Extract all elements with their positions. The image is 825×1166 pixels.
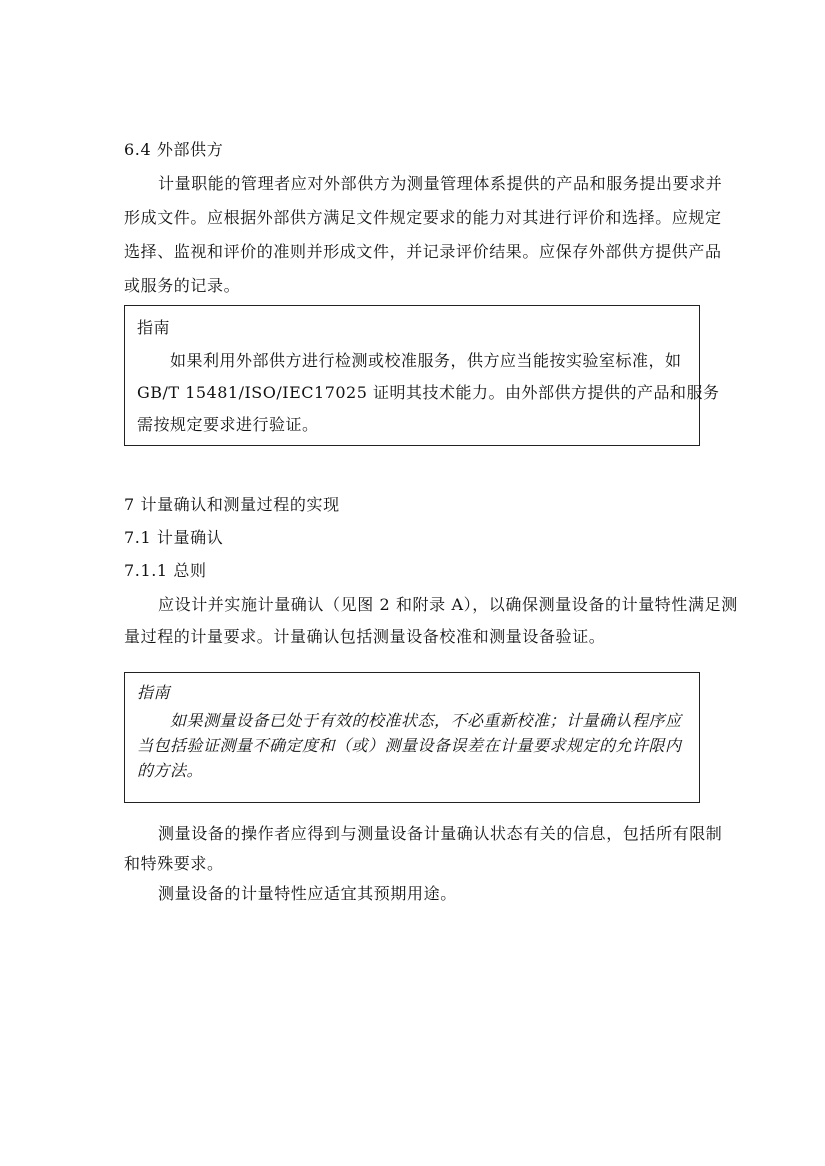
paragraph-line: 量过程的计量要求。计量确认包括测量设备校准和测量设备验证。 <box>124 627 606 646</box>
guide-box <box>124 672 700 803</box>
paragraph-line: 选择、监视和评价的准则并形成文件，并记录评价结果。应保存外部供方提供产品 <box>124 242 722 261</box>
paragraph-line: 形成文件。应根据外部供方满足文件规定要求的能力对其进行评价和选择。应规定 <box>124 208 722 227</box>
section-heading-7-1: 7.1 计量确认 <box>124 528 224 547</box>
section-heading-7: 7 计量确认和测量过程的实现 <box>124 495 340 514</box>
paragraph-line: 测量设备的计量特性应适宜其预期用途。 <box>158 884 457 903</box>
paragraph-line: 测量设备的操作者应得到与测量设备计量确认状态有关的信息，包括所有限制 <box>158 824 723 843</box>
paragraph-line: 或服务的记录。 <box>124 276 241 295</box>
guide-title: 指南 <box>137 683 171 702</box>
guide-line: 的方法。 <box>137 761 204 780</box>
guide-box <box>124 305 720 446</box>
paragraph-line: 计量职能的管理者应对外部供方为测量管理体系提供的产品和服务提出要求并 <box>158 174 723 193</box>
guide-line: 如果利用外部供方进行检测或校准服务，供方应当能按实验室标准，如 <box>170 351 682 370</box>
guide-line: GB/T 15481/ISO/IEC17025 证明其技术能力。由外部供方提供的产品和服务 <box>137 383 720 402</box>
section-heading-7-1-1: 7.1.1 总则 <box>124 561 207 580</box>
section-heading-6-4: 6.4 外部供方 <box>124 140 224 159</box>
guide-line: 如果测量设备已处于有效的校准状态，不必重新校准；计量确认程序应 <box>170 711 682 730</box>
guide-title: 指南 <box>137 318 171 337</box>
guide-line: 当包括验证测量不确定度和（或）测量设备误差在计量要求规定的允许限内 <box>137 736 682 755</box>
paragraph-line: 和特殊要求。 <box>124 854 224 873</box>
paragraph-line: 应设计并实施计量确认（见图 2 和附录 A），以确保测量设备的计量特性满足测 <box>158 595 738 614</box>
guide-line: 需按规定要求进行验证。 <box>137 415 319 434</box>
